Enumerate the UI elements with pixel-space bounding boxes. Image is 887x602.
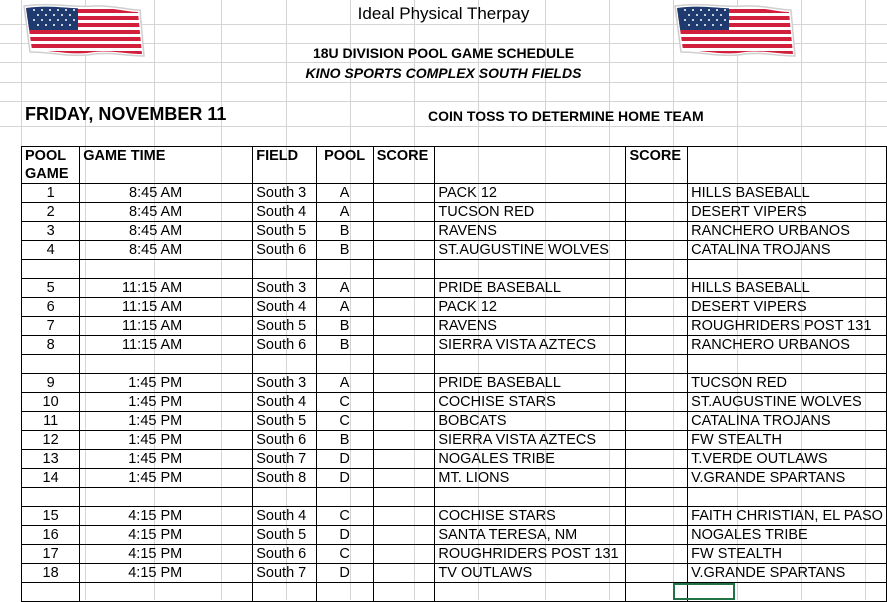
field-cell[interactable]: South 4 <box>253 203 316 222</box>
header-game-time[interactable]: GAME TIME <box>80 147 253 166</box>
team-1-cell[interactable]: PACK 12 <box>435 184 626 203</box>
pool-game-number-cell[interactable]: 14 <box>22 469 80 488</box>
field-cell[interactable]: South 5 <box>253 526 316 545</box>
score-1-cell[interactable] <box>373 374 435 393</box>
pool-cell[interactable]: B <box>316 431 373 450</box>
empty-cell[interactable] <box>373 260 435 279</box>
pool-game-number-cell[interactable]: 2 <box>22 203 80 222</box>
empty-cell[interactable] <box>373 488 435 507</box>
team-1-cell[interactable]: SIERRA VISTA AZTECS <box>435 336 626 355</box>
score-2-cell[interactable] <box>626 222 688 241</box>
empty-cell[interactable] <box>80 260 253 279</box>
field-cell[interactable]: South 4 <box>253 298 316 317</box>
team-2-cell[interactable]: V.GRANDE SPARTANS <box>688 469 887 488</box>
game-time-cell[interactable]: 11:15 AM <box>80 336 253 355</box>
empty-cell[interactable] <box>253 583 316 602</box>
field-cell[interactable]: South 7 <box>253 450 316 469</box>
empty-cell[interactable] <box>316 260 373 279</box>
field-cell[interactable]: South 6 <box>253 431 316 450</box>
score-2-cell[interactable] <box>626 317 688 336</box>
table-row <box>22 450 887 469</box>
pool-cell[interactable]: C <box>316 507 373 526</box>
table-row <box>22 222 887 241</box>
score-2-cell[interactable] <box>626 564 688 583</box>
header-row-2 <box>22 165 887 184</box>
gridline <box>0 82 887 83</box>
table-row <box>22 469 887 488</box>
team-1-cell[interactable]: RAVENS <box>435 222 626 241</box>
team-1-cell[interactable]: MT. LIONS <box>435 469 626 488</box>
score-1-cell[interactable] <box>373 431 435 450</box>
header-row <box>22 147 887 166</box>
pool-cell[interactable]: A <box>316 298 373 317</box>
game-time-cell[interactable]: 8:45 AM <box>80 222 253 241</box>
pool-cell[interactable]: B <box>316 336 373 355</box>
score-2-cell[interactable] <box>626 203 688 222</box>
pool-cell[interactable]: C <box>316 545 373 564</box>
score-1-cell[interactable] <box>373 507 435 526</box>
score-1-cell[interactable] <box>373 279 435 298</box>
header-field[interactable]: FIELD <box>253 147 316 166</box>
empty-cell[interactable] <box>316 583 373 602</box>
spacer-row <box>22 260 887 279</box>
game-time-cell[interactable]: 4:15 PM <box>80 507 253 526</box>
score-1-cell[interactable] <box>373 184 435 203</box>
empty-cell[interactable] <box>626 355 688 374</box>
pool-cell[interactable]: C <box>316 412 373 431</box>
score-2-cell[interactable] <box>626 526 688 545</box>
field-cell[interactable]: South 3 <box>253 279 316 298</box>
pool-game-number-cell[interactable]: 7 <box>22 317 80 336</box>
table-row <box>22 393 887 412</box>
game-time-cell[interactable]: 1:45 PM <box>80 469 253 488</box>
header-cell[interactable] <box>688 165 887 184</box>
pool-cell[interactable]: D <box>316 526 373 545</box>
gridline <box>0 62 887 63</box>
empty-cell[interactable] <box>688 355 887 374</box>
field-cell[interactable]: South 4 <box>253 393 316 412</box>
empty-cell[interactable] <box>373 583 435 602</box>
pool-cell[interactable]: D <box>316 450 373 469</box>
game-time-cell[interactable]: 1:45 PM <box>80 431 253 450</box>
pool-game-number-cell[interactable]: 6 <box>22 298 80 317</box>
venue-title: KINO SPORTS COMPLEX SOUTH FIELDS <box>305 65 582 81</box>
game-time-cell[interactable]: 1:45 PM <box>80 374 253 393</box>
pool-game-number-cell[interactable]: 5 <box>22 279 80 298</box>
table-row <box>22 507 887 526</box>
header-team-2[interactable] <box>688 147 887 166</box>
game-time-cell[interactable]: 1:45 PM <box>80 393 253 412</box>
pool-game-number-cell[interactable]: 18 <box>22 564 80 583</box>
pool-cell[interactable]: C <box>316 393 373 412</box>
empty-cell[interactable] <box>253 488 316 507</box>
table-row <box>22 241 887 260</box>
table-row <box>22 317 887 336</box>
score-1-cell[interactable] <box>373 317 435 336</box>
header-score-1[interactable]: SCORE <box>373 147 435 166</box>
team-1-cell[interactable]: SIERRA VISTA AZTECS <box>435 431 626 450</box>
team-2-cell[interactable]: CATALINA TROJANS <box>688 412 887 431</box>
team-2-cell[interactable]: ROUGHRIDERS POST 131 <box>688 317 887 336</box>
score-1-cell[interactable] <box>373 336 435 355</box>
empty-cell[interactable] <box>435 355 626 374</box>
team-1-cell[interactable]: NOGALES TRIBE <box>435 450 626 469</box>
pool-game-number-cell[interactable]: 3 <box>22 222 80 241</box>
game-time-cell[interactable]: 1:45 PM <box>80 412 253 431</box>
pool-game-number-cell[interactable]: 10 <box>22 393 80 412</box>
score-1-cell[interactable] <box>373 298 435 317</box>
team-1-cell[interactable]: TUCSON RED <box>435 203 626 222</box>
team-2-cell[interactable]: FAITH CHRISTIAN, EL PASO <box>688 507 887 526</box>
header-score-2[interactable]: SCORE <box>626 147 688 166</box>
team-2-cell[interactable]: CATALINA TROJANS <box>688 241 887 260</box>
empty-cell[interactable] <box>435 583 626 602</box>
team-1-cell[interactable]: ROUGHRIDERS POST 131 <box>435 545 626 564</box>
field-cell[interactable]: South 3 <box>253 374 316 393</box>
empty-cell[interactable] <box>316 488 373 507</box>
score-2-cell[interactable] <box>626 469 688 488</box>
table-row <box>22 431 887 450</box>
field-cell[interactable]: South 5 <box>253 412 316 431</box>
pool-game-number-cell[interactable]: 4 <box>22 241 80 260</box>
score-1-cell[interactable] <box>373 450 435 469</box>
table-row <box>22 545 887 564</box>
team-2-cell[interactable]: T.VERDE OUTLAWS <box>688 450 887 469</box>
team-2-cell[interactable]: RANCHERO URBANOS <box>688 222 887 241</box>
pool-cell[interactable]: A <box>316 279 373 298</box>
score-2-cell[interactable] <box>626 545 688 564</box>
schedule-table <box>21 146 887 602</box>
table-row <box>22 526 887 545</box>
team-1-cell[interactable]: COCHISE STARS <box>435 393 626 412</box>
header-pool-game-line2[interactable]: GAME <box>22 165 80 184</box>
score-2-cell[interactable] <box>626 241 688 260</box>
table-row <box>22 184 887 203</box>
table-row <box>22 336 887 355</box>
score-2-cell[interactable] <box>626 450 688 469</box>
score-1-cell[interactable] <box>373 203 435 222</box>
empty-cell[interactable] <box>373 355 435 374</box>
table-row <box>22 374 887 393</box>
team-2-cell[interactable]: V.GRANDE SPARTANS <box>688 564 887 583</box>
team-2-cell[interactable]: TUCSON RED <box>688 374 887 393</box>
team-1-cell[interactable]: BOBCATS <box>435 412 626 431</box>
table-row <box>22 203 887 222</box>
header-cell[interactable] <box>435 165 626 184</box>
empty-cell[interactable] <box>80 355 253 374</box>
empty-cell[interactable] <box>22 583 80 602</box>
empty-cell[interactable] <box>435 488 626 507</box>
team-1-cell[interactable]: TV OUTLAWS <box>435 564 626 583</box>
header-pool[interactable]: POOL <box>316 147 373 166</box>
score-2-cell[interactable] <box>626 431 688 450</box>
team-1-cell[interactable]: RAVENS <box>435 317 626 336</box>
score-2-cell[interactable] <box>626 298 688 317</box>
score-1-cell[interactable] <box>373 545 435 564</box>
team-1-cell[interactable]: PRIDE BASEBALL <box>435 279 626 298</box>
pool-game-number-cell[interactable]: 1 <box>22 184 80 203</box>
empty-cell[interactable] <box>22 355 80 374</box>
empty-cell[interactable] <box>688 488 887 507</box>
pool-cell[interactable]: B <box>316 241 373 260</box>
empty-cell[interactable] <box>435 260 626 279</box>
pool-cell[interactable]: B <box>316 317 373 336</box>
game-time-cell[interactable]: 11:15 AM <box>80 317 253 336</box>
pool-cell[interactable]: A <box>316 184 373 203</box>
game-time-cell[interactable]: 8:45 AM <box>80 184 253 203</box>
pool-cell[interactable]: D <box>316 469 373 488</box>
active-cell-selection[interactable] <box>673 583 735 600</box>
team-2-cell[interactable]: FW STEALTH <box>688 431 887 450</box>
pool-cell[interactable]: A <box>316 374 373 393</box>
team-2-cell[interactable]: DESERT VIPERS <box>688 203 887 222</box>
score-2-cell[interactable] <box>626 393 688 412</box>
pool-game-number-cell[interactable]: 8 <box>22 336 80 355</box>
team-2-cell[interactable]: RANCHERO URBANOS <box>688 336 887 355</box>
team-2-cell[interactable]: HILLS BASEBALL <box>688 184 887 203</box>
spacer-row <box>22 488 887 507</box>
team-1-cell[interactable]: PRIDE BASEBALL <box>435 374 626 393</box>
schedule-date: FRIDAY, NOVEMBER 11 <box>25 104 227 124</box>
team-2-cell[interactable]: DESERT VIPERS <box>688 298 887 317</box>
field-cell[interactable]: South 5 <box>253 317 316 336</box>
field-cell[interactable]: South 6 <box>253 545 316 564</box>
game-time-cell[interactable]: 4:15 PM <box>80 545 253 564</box>
score-2-cell[interactable] <box>626 279 688 298</box>
game-time-cell[interactable]: 11:15 AM <box>80 279 253 298</box>
pool-game-number-cell[interactable]: 13 <box>22 450 80 469</box>
score-1-cell[interactable] <box>373 241 435 260</box>
gridline <box>0 101 887 102</box>
pool-game-number-cell[interactable]: 16 <box>22 526 80 545</box>
pool-game-number-cell[interactable]: 12 <box>22 431 80 450</box>
table-row <box>22 564 887 583</box>
table-row <box>22 412 887 431</box>
header-cell[interactable] <box>253 165 316 184</box>
header-cell[interactable] <box>80 165 253 184</box>
pool-game-number-cell[interactable]: 15 <box>22 507 80 526</box>
coin-toss-note: COIN TOSS TO DETERMINE HOME TEAM <box>428 108 704 124</box>
empty-cell[interactable] <box>80 583 253 602</box>
field-cell[interactable]: South 5 <box>253 222 316 241</box>
empty-cell[interactable] <box>253 355 316 374</box>
sponsor-title: Ideal Physical Therpay <box>357 4 530 23</box>
score-2-cell[interactable] <box>626 374 688 393</box>
field-cell[interactable]: South 3 <box>253 184 316 203</box>
header-team-1[interactable] <box>435 147 626 166</box>
header-cell[interactable] <box>316 165 373 184</box>
team-1-cell[interactable]: ST.AUGUSTINE WOLVES <box>435 241 626 260</box>
score-2-cell[interactable] <box>626 184 688 203</box>
game-time-cell[interactable]: 8:45 AM <box>80 241 253 260</box>
table-row <box>22 279 887 298</box>
score-1-cell[interactable] <box>373 469 435 488</box>
empty-cell[interactable] <box>253 260 316 279</box>
pool-game-number-cell[interactable]: 9 <box>22 374 80 393</box>
score-2-cell[interactable] <box>626 507 688 526</box>
pool-game-number-cell[interactable]: 17 <box>22 545 80 564</box>
team-1-cell[interactable]: PACK 12 <box>435 298 626 317</box>
spacer-row <box>22 583 887 602</box>
empty-cell[interactable] <box>80 488 253 507</box>
header-pool-game[interactable]: POOL <box>22 147 80 166</box>
pool-cell[interactable]: B <box>316 222 373 241</box>
game-time-cell[interactable]: 4:15 PM <box>80 564 253 583</box>
field-cell[interactable]: South 6 <box>253 241 316 260</box>
score-2-cell[interactable] <box>626 412 688 431</box>
empty-cell[interactable] <box>22 260 80 279</box>
team-2-cell[interactable]: FW STEALTH <box>688 545 887 564</box>
score-2-cell[interactable] <box>626 336 688 355</box>
game-time-cell[interactable]: 1:45 PM <box>80 450 253 469</box>
score-1-cell[interactable] <box>373 222 435 241</box>
team-2-cell[interactable]: ST.AUGUSTINE WOLVES <box>688 393 887 412</box>
field-cell[interactable]: South 7 <box>253 564 316 583</box>
schedule-title: 18U DIVISION POOL GAME SCHEDULE <box>312 45 575 61</box>
score-1-cell[interactable] <box>373 412 435 431</box>
empty-cell[interactable] <box>688 260 887 279</box>
team-2-cell[interactable]: HILLS BASEBALL <box>688 279 887 298</box>
empty-cell[interactable] <box>316 355 373 374</box>
header-cell[interactable] <box>373 165 435 184</box>
pool-cell[interactable]: A <box>316 203 373 222</box>
pool-game-number-cell[interactable]: 11 <box>22 412 80 431</box>
team-1-cell[interactable]: COCHISE STARS <box>435 507 626 526</box>
field-cell[interactable]: South 4 <box>253 507 316 526</box>
team-2-cell[interactable]: NOGALES TRIBE <box>688 526 887 545</box>
score-1-cell[interactable] <box>373 393 435 412</box>
gridline <box>0 126 887 127</box>
game-time-cell[interactable]: 11:15 AM <box>80 298 253 317</box>
spacer-row <box>22 355 887 374</box>
team-1-cell[interactable]: SANTA TERESA, NM <box>435 526 626 545</box>
empty-cell[interactable] <box>626 260 688 279</box>
game-time-cell[interactable]: 8:45 AM <box>80 203 253 222</box>
field-cell[interactable]: South 6 <box>253 336 316 355</box>
field-cell[interactable]: South 8 <box>253 469 316 488</box>
header-cell[interactable] <box>626 165 688 184</box>
game-time-cell[interactable]: 4:15 PM <box>80 526 253 545</box>
pool-cell[interactable]: D <box>316 564 373 583</box>
empty-cell[interactable] <box>626 488 688 507</box>
table-row <box>22 298 887 317</box>
score-1-cell[interactable] <box>373 564 435 583</box>
score-1-cell[interactable] <box>373 526 435 545</box>
empty-cell[interactable] <box>22 488 80 507</box>
